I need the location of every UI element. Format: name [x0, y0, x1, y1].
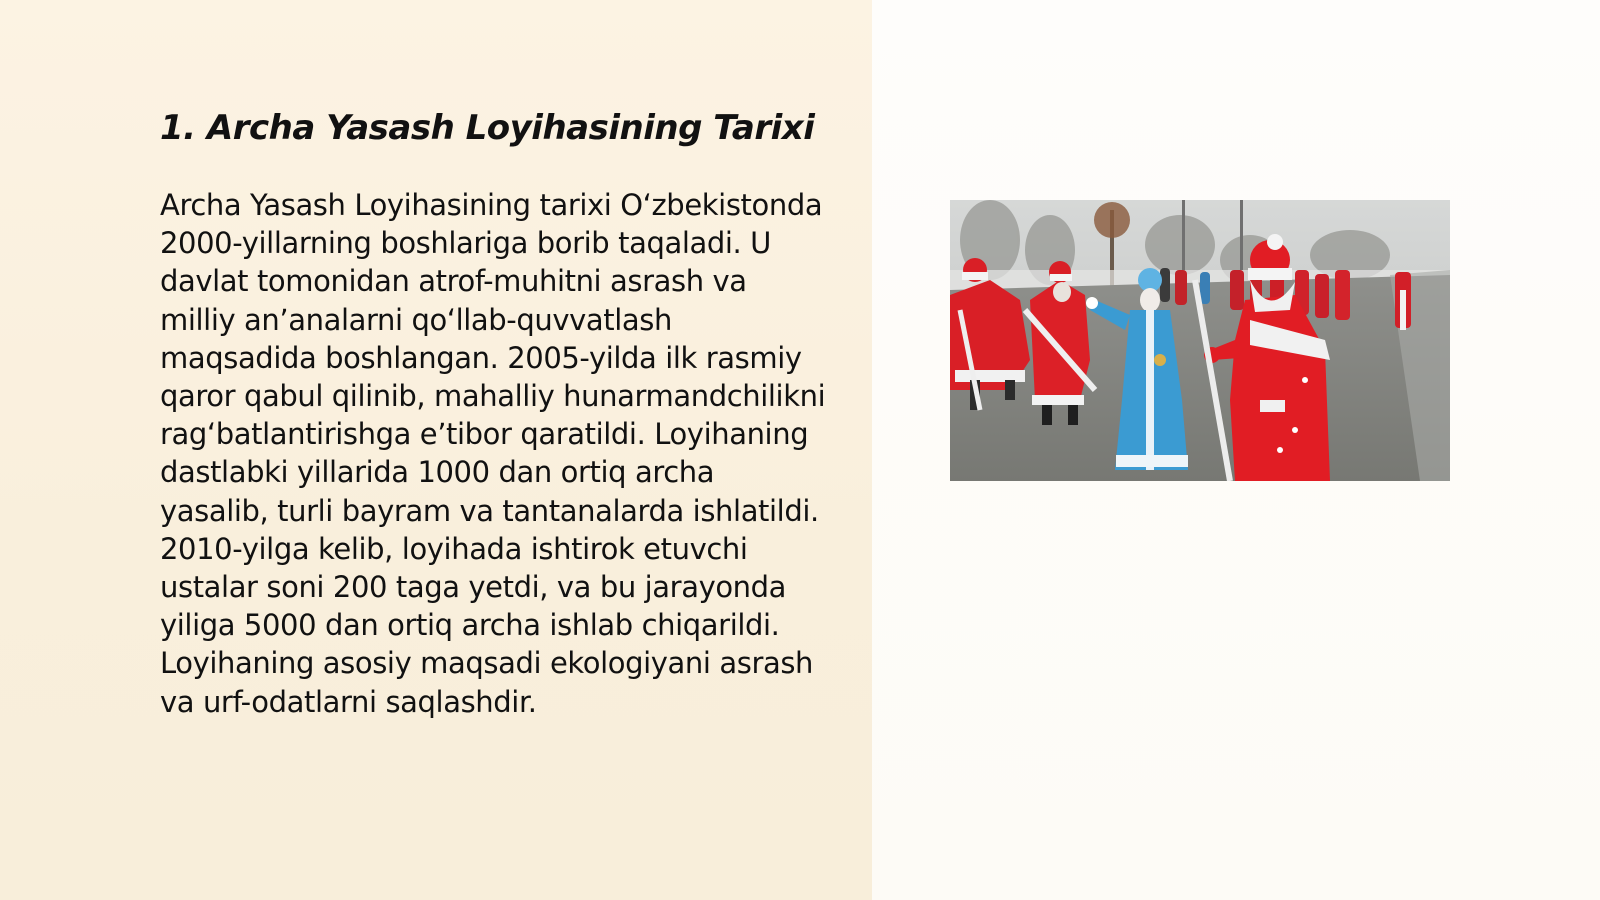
slide-body-text: Archa Yasash Loyihasining tarixi O‘zbekistonda 2000-yillarning boshlariga borib taqaladi. U davlat tomonidan atrof-muhitni asrash va milliy an’analarni qo‘llab-quvvatlash maqsadida boshlangan. 2005-yilda ilk rasmiy qaror qabul qilinib, mahalliy hunarmandchilikni rag‘batlantirishga e’tibor qaratildi. Loyihaning dastlabki yillarida 1000 dan ortiq archa yasalib, turli bayram va tantanalarda ishlatildi. 2010-yilga kelib, loyihada ishtirok etuvchi ustalar soni 200 taga yetdi, va bu jarayonda yiliga 5000 dan ortiq archa ishlab chiqarildi. Loyihaning asosiy maqsadi ekologiyani asrash va urf-odatlarni saqlashdir.: [160, 188, 826, 719]
santa-parade-photo: [950, 200, 1450, 481]
slide-title: 1. Archa Yasash Loyihasining Tarixi: [160, 108, 815, 148]
santa-parade-illustration: [950, 200, 1450, 481]
